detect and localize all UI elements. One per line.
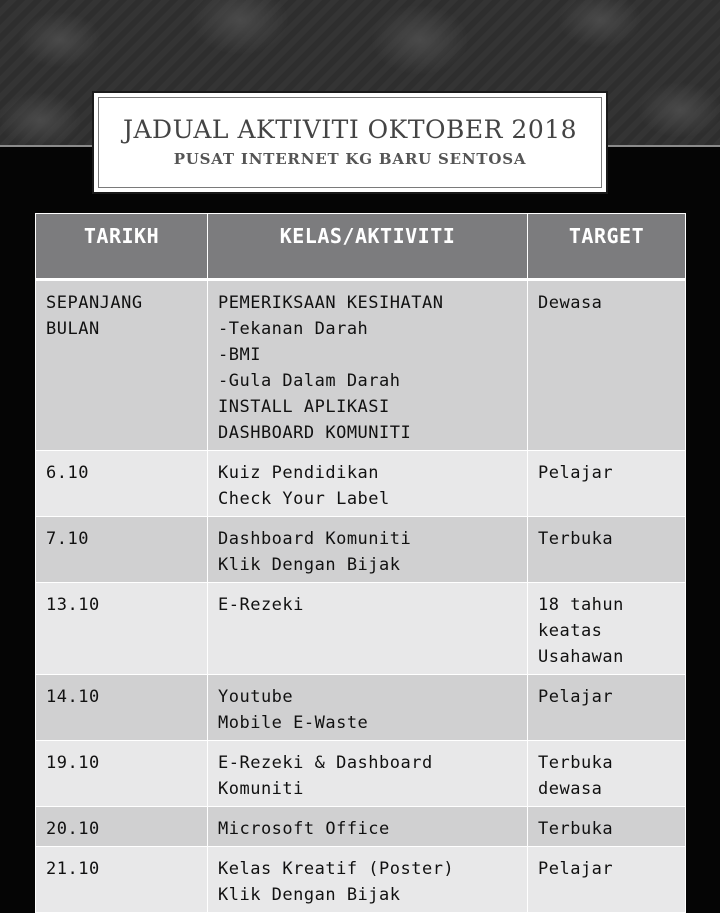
cell-tarikh: 19.10 (36, 741, 208, 807)
table-row (36, 583, 686, 675)
cell-tarikh: SEPANJANG BULAN (36, 280, 208, 451)
cell-aktiviti: E-Rezeki (208, 583, 528, 675)
cell-aktiviti: Microsoft Office (208, 807, 528, 847)
cell-tarikh: 6.10 (36, 451, 208, 517)
cell-aktiviti: PEMERIKSAAN KESIHATAN -Tekanan Darah -BMI -Gula Dalam Darah INSTALL APLIKASI DASHBOARD KOMUNITI (208, 280, 528, 451)
cell-target: Pelajar (528, 451, 686, 517)
cell-tarikh: 21.10 (36, 847, 208, 913)
column-header-target: TARGET (528, 214, 686, 280)
cell-target: Terbuka (528, 517, 686, 583)
table-row (36, 807, 686, 847)
cell-tarikh: 13.10 (36, 583, 208, 675)
table-row (36, 741, 686, 807)
cell-tarikh: 7.10 (36, 517, 208, 583)
cell-tarikh: 20.10 (36, 807, 208, 847)
table-row (36, 451, 686, 517)
schedule-table (35, 213, 686, 913)
table-row (36, 280, 686, 451)
title-box (92, 91, 608, 194)
table-header-row (36, 214, 686, 280)
table-row (36, 517, 686, 583)
cell-target: Pelajar (528, 847, 686, 913)
table-row (36, 675, 686, 741)
cell-tarikh: 14.10 (36, 675, 208, 741)
table-row (36, 847, 686, 913)
column-header-aktiviti: KELAS/AKTIVITI (208, 214, 528, 280)
cell-aktiviti: Kelas Kreatif (Poster) Klik Dengan Bijak (208, 847, 528, 913)
cell-target: Terbuka dewasa (528, 741, 686, 807)
cell-aktiviti: E-Rezeki & Dashboard Komuniti (208, 741, 528, 807)
page-subtitle: PUSAT INTERNET KG BARU SENTOSA (173, 150, 527, 168)
page-title: JADUAL AKTIVITI OKTOBER 2018 (122, 115, 578, 144)
cell-target: Dewasa (528, 280, 686, 451)
cell-target: Pelajar (528, 675, 686, 741)
cell-aktiviti: Kuiz Pendidikan Check Your Label (208, 451, 528, 517)
cell-aktiviti: Dashboard Komuniti Klik Dengan Bijak (208, 517, 528, 583)
cell-target: 18 tahun keatas Usahawan (528, 583, 686, 675)
cell-target: Terbuka (528, 807, 686, 847)
cell-aktiviti: Youtube Mobile E-Waste (208, 675, 528, 741)
column-header-tarikh: TARIKH (36, 214, 208, 280)
